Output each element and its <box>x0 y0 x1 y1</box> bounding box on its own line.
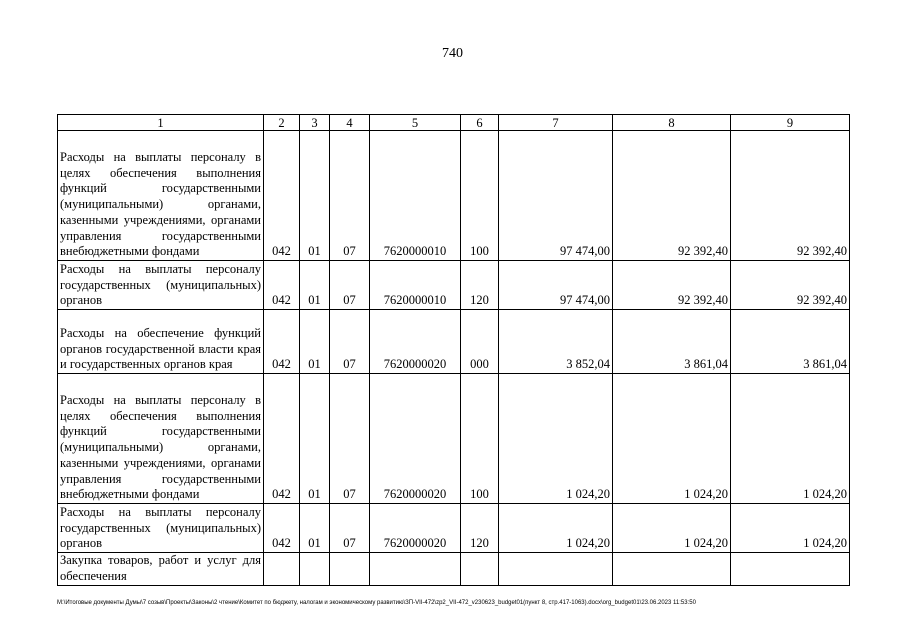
header-cell: 4 <box>330 115 370 131</box>
subsection-code-cell: 07 <box>330 374 370 504</box>
target-article-cell: 7620000020 <box>370 374 461 504</box>
amount-cell: 92 392,40 <box>731 131 850 261</box>
amount-cell <box>731 553 850 586</box>
section-code-cell: 01 <box>300 504 330 553</box>
header-cell: 2 <box>264 115 300 131</box>
table-row <box>58 374 850 504</box>
amount-cell: 92 392,40 <box>731 261 850 310</box>
file-path-footer: M:\Итоговые документы Думы\7 созыв\Проекты\Законы\2 чтение\Комитет по бюджету, налогам и экономическому развитию\ЗП-VII-472\zp2_VII-472_v230623_budget01(пункт 8, стр.417-1063).docx\org_budget01\23.06.2023 11:53:50 <box>57 600 696 606</box>
expense-type-cell: 120 <box>461 261 499 310</box>
section-code-cell: 01 <box>300 374 330 504</box>
amount-cell <box>613 553 731 586</box>
header-cell: 8 <box>613 115 731 131</box>
ministry-code-cell <box>264 553 300 586</box>
expense-type-cell: 000 <box>461 310 499 374</box>
section-code-cell <box>300 553 330 586</box>
table-row <box>58 261 850 310</box>
ministry-code-cell: 042 <box>264 504 300 553</box>
header-cell: 5 <box>370 115 461 131</box>
table-row <box>58 553 850 586</box>
subsection-code-cell: 07 <box>330 310 370 374</box>
expense-type-cell <box>461 553 499 586</box>
expense-type-cell: 100 <box>461 131 499 261</box>
amount-cell: 1 024,20 <box>499 374 613 504</box>
amount-cell: 97 474,00 <box>499 131 613 261</box>
target-article-cell <box>370 553 461 586</box>
target-article-cell: 7620000010 <box>370 261 461 310</box>
table-row <box>58 504 850 553</box>
expense-name-cell: Закупка товаров, работ и услуг для обеспечения <box>58 553 264 586</box>
amount-cell: 1 024,20 <box>499 504 613 553</box>
amount-cell: 92 392,40 <box>613 131 731 261</box>
table-row <box>58 131 850 261</box>
header-cell: 7 <box>499 115 613 131</box>
subsection-code-cell: 07 <box>330 131 370 261</box>
ministry-code-cell: 042 <box>264 310 300 374</box>
section-code-cell: 01 <box>300 261 330 310</box>
amount-cell: 1 024,20 <box>731 504 850 553</box>
budget-table <box>57 114 850 586</box>
subsection-code-cell: 07 <box>330 261 370 310</box>
subsection-code-cell: 07 <box>330 504 370 553</box>
expense-type-cell: 120 <box>461 504 499 553</box>
target-article-cell: 7620000020 <box>370 310 461 374</box>
amount-cell: 1 024,20 <box>731 374 850 504</box>
amount-cell: 1 024,20 <box>613 504 731 553</box>
expense-name-cell: Расходы на выплаты персоналу государственных (муниципальных) органов <box>58 504 264 553</box>
table-row <box>58 310 850 374</box>
target-article-cell: 7620000020 <box>370 504 461 553</box>
expense-name-cell: Расходы на обеспечение функций органов государственной власти края и государственных органов края <box>58 310 264 374</box>
expense-name-cell: Расходы на выплаты персоналу в целях обеспечения выполнения функций государственными (муниципальными) органами, казенными учреждениями, органами управления государственными внебюджетными фондами <box>58 374 264 504</box>
amount-cell: 97 474,00 <box>499 261 613 310</box>
amount-cell: 3 861,04 <box>613 310 731 374</box>
expense-name-cell: Расходы на выплаты персоналу в целях обеспечения выполнения функций государственными (муниципальными) органами, казенными учреждениями, органами управления государственными внебюджетными фондами <box>58 131 264 261</box>
expense-type-cell: 100 <box>461 374 499 504</box>
amount-cell: 3 861,04 <box>731 310 850 374</box>
ministry-code-cell: 042 <box>264 131 300 261</box>
amount-cell: 92 392,40 <box>613 261 731 310</box>
section-code-cell: 01 <box>300 131 330 261</box>
amount-cell: 3 852,04 <box>499 310 613 374</box>
amount-cell: 1 024,20 <box>613 374 731 504</box>
header-cell: 3 <box>300 115 330 131</box>
ministry-code-cell: 042 <box>264 374 300 504</box>
target-article-cell: 7620000010 <box>370 131 461 261</box>
table-header-row <box>58 115 850 131</box>
section-code-cell: 01 <box>300 310 330 374</box>
page-number: 740 <box>442 46 463 61</box>
header-cell: 6 <box>461 115 499 131</box>
header-cell: 9 <box>731 115 850 131</box>
expense-name-cell: Расходы на выплаты персоналу государственных (муниципальных) органов <box>58 261 264 310</box>
header-cell: 1 <box>58 115 264 131</box>
amount-cell <box>499 553 613 586</box>
ministry-code-cell: 042 <box>264 261 300 310</box>
subsection-code-cell <box>330 553 370 586</box>
